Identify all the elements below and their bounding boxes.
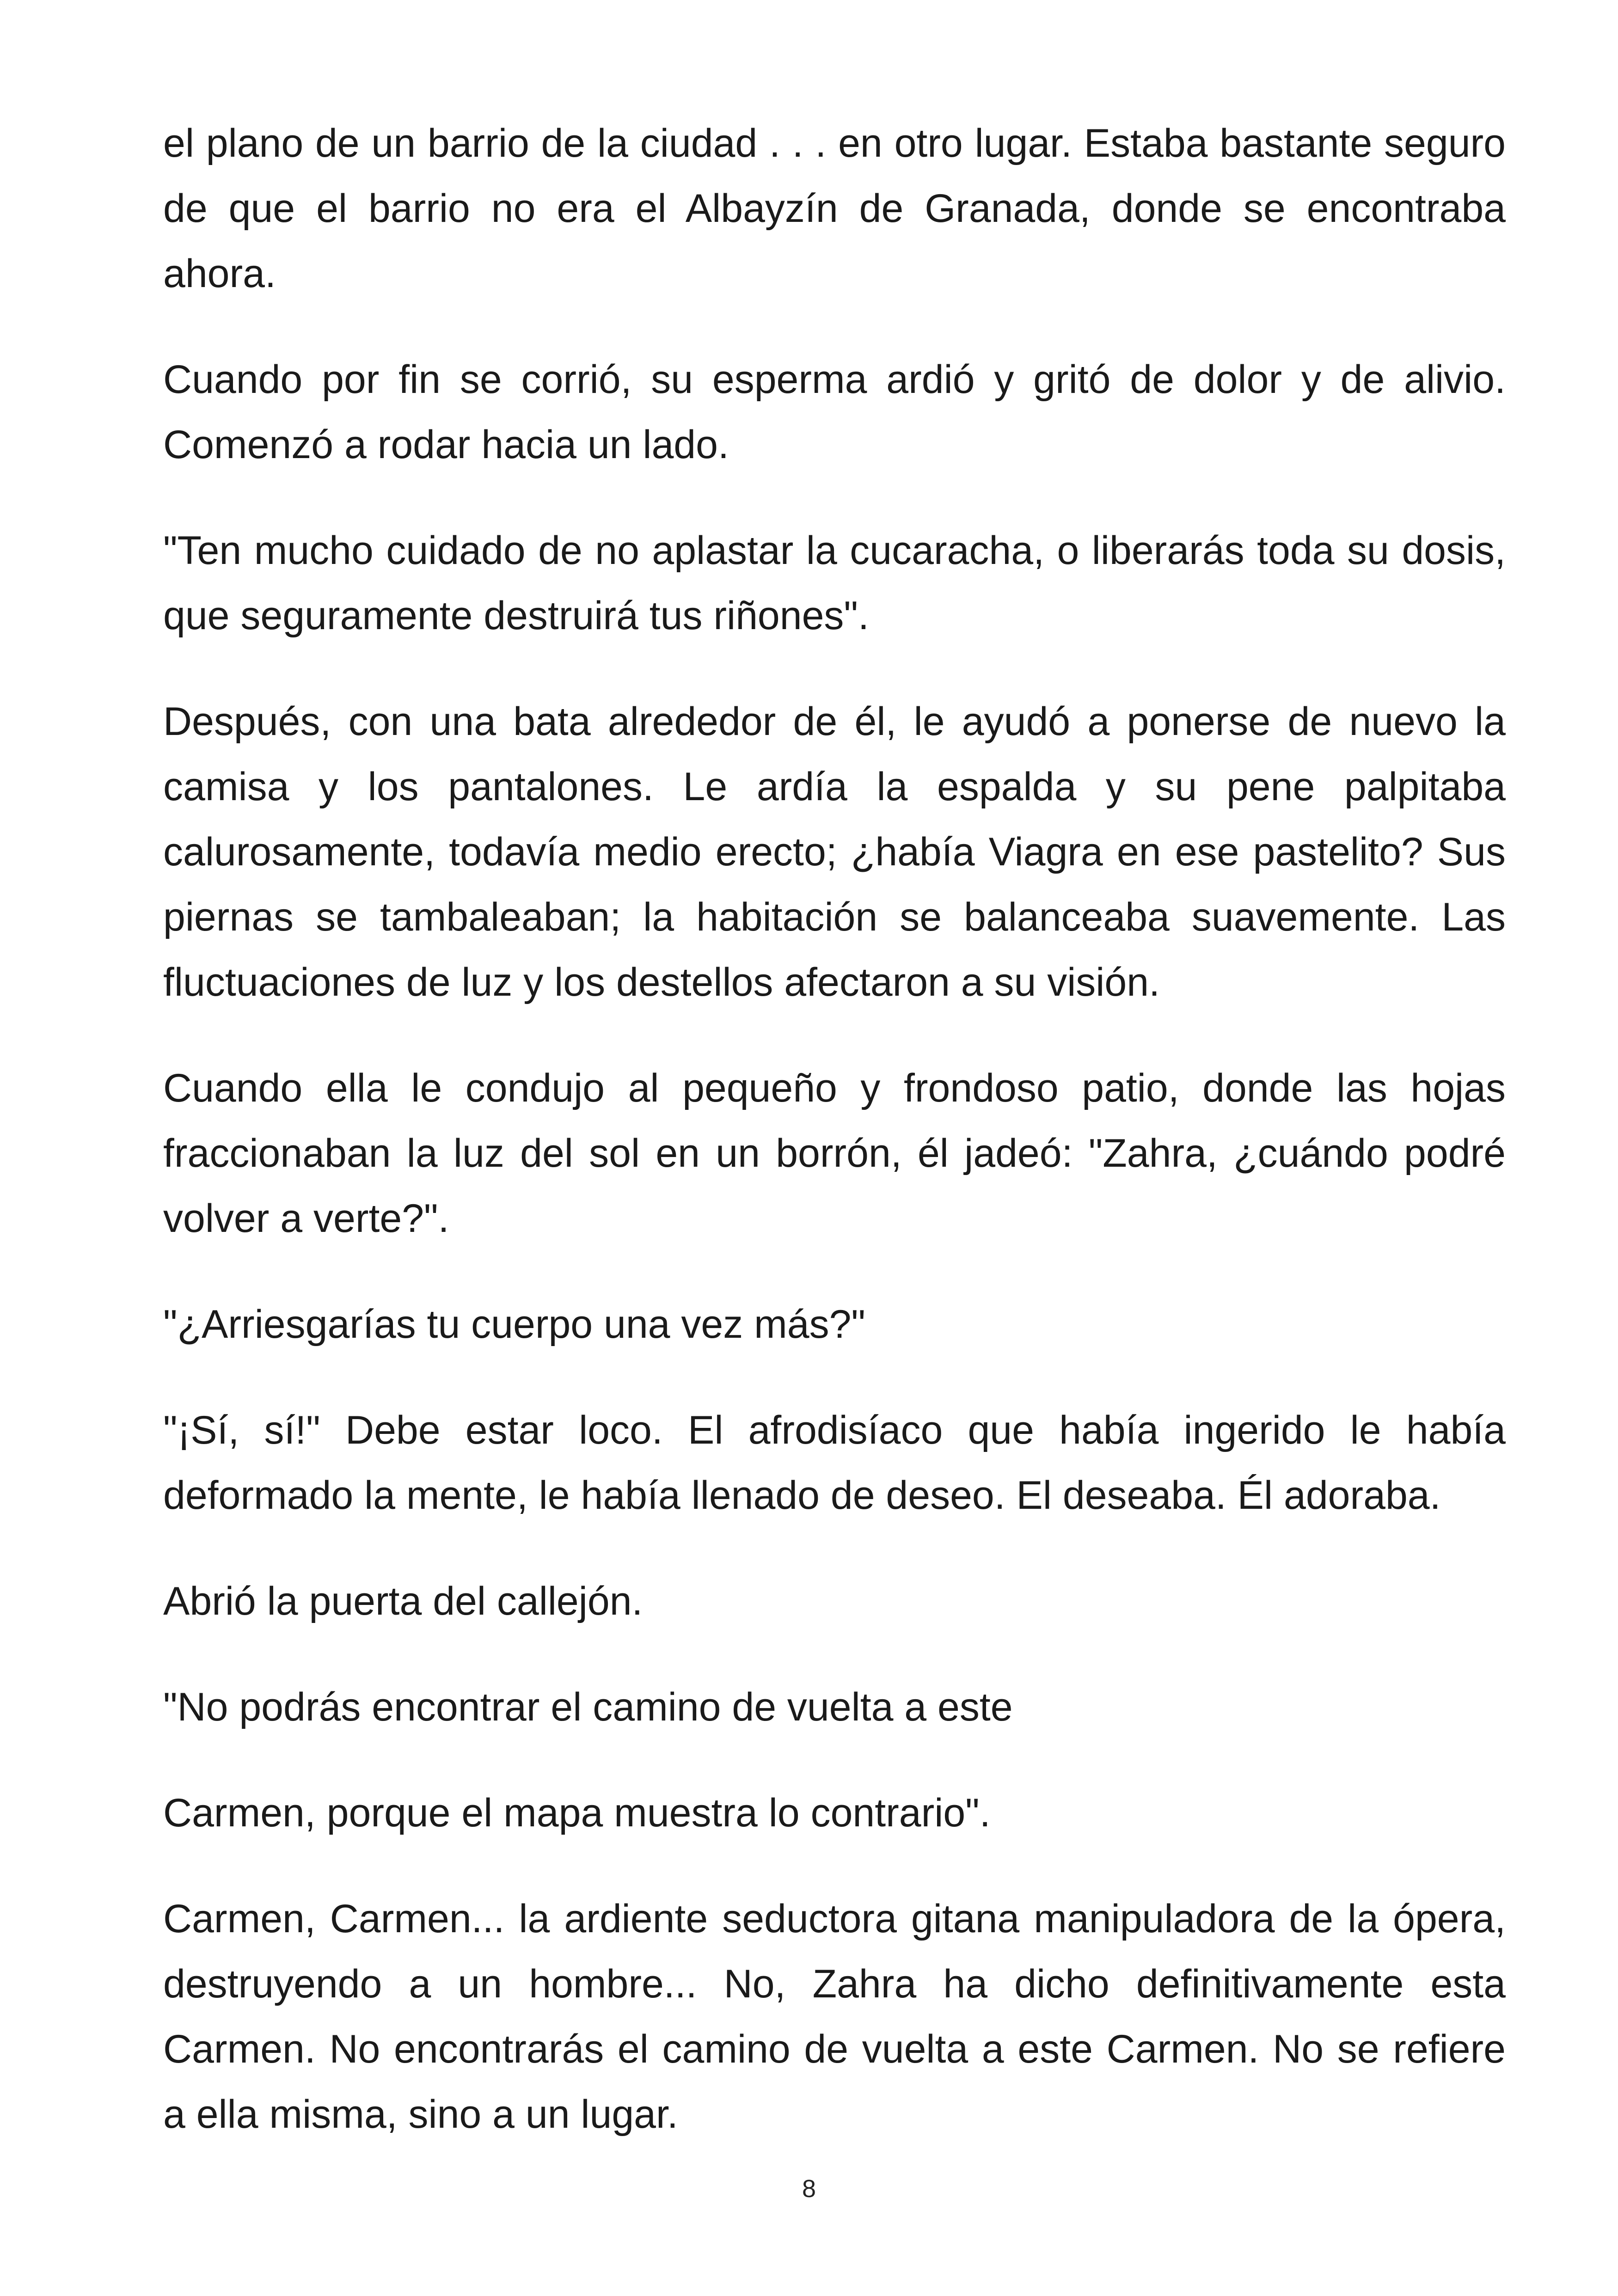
paragraph-7: "¡Sí, sí!" Debe estar loco. El afrodisíaco que había ingerido le había deformado la mente, le había llenado de deseo. El deseaba. Él adoraba. [163,1408,1506,1518]
paragraph-9: "No podrás encontrar el camino de vuelta a este [163,1685,1013,1729]
page-number: 8 [802,2175,816,2203]
body-text [163,111,1506,2188]
paragraph-11: Carmen, Carmen... la ardiente seductora gitana manipuladora de la ópera, destruyendo a un hombre... No, Zahra ha dicho definitivamente esta Carmen. No encontrarás el camino de vuelta a este Carmen. No se refiere a ella misma, sino a un lugar. [163,1897,1506,2137]
paragraph-5: Cuando ella le condujo al pequeño y frondoso patio, donde las hojas fraccionaban la luz del sol en un borrón, él jadeó: "Zahra, ¿cuándo podré volver a verte?". [163,1066,1506,1241]
paragraph-10: Carmen, porque el mapa muestra lo contrario". [163,1791,991,1835]
paragraph-2: Cuando por fin se corrió, su esperma ardió y gritó de dolor y de alivio. Comenzó a rodar hacia un lado. [163,357,1506,467]
paragraph-3: "Ten mucho cuidado de no aplastar la cucaracha, o liberarás toda su dosis, que seguramente destruirá tus riñones". [163,528,1506,638]
paragraph-4: Después, con una bata alrededor de él, le ayudó a ponerse de nuevo la camisa y los pantalones. Le ardía la espalda y su pene palpitaba calurosamente, todavía medio erecto; ¿había Viagra en ese pastelito? Sus piernas se tambaleaban; la habitación se balanceaba suavemente. Las fluctuaciones de luz y los destellos afectaron a su visión. [163,699,1506,1004]
paragraph-1: el plano de un barrio de la ciudad . . . en otro lugar. Estaba bastante seguro de que el barrio no era el Albayzín de Granada, donde se encontraba ahora. [163,121,1506,296]
paragraph-8: Abrió la puerta del callejón. [163,1579,643,1623]
paragraph-6: "¿Arriesgarías tu cuerpo una vez más?" [163,1302,865,1347]
